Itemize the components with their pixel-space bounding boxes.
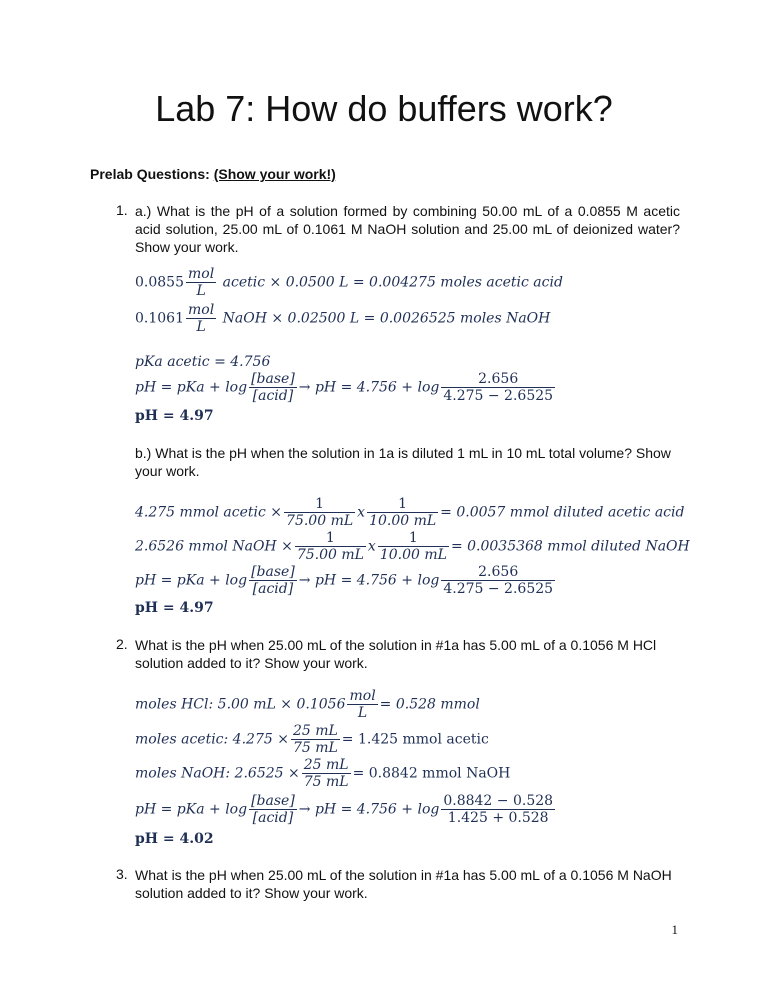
q1a-henderson-line: pH = pKa + log $\frac{\text{[base]}}{\text{[acid]}}$ → pH = 4.756 + log $\frac{2.656}{4.275 - 2.6525}$	[135, 371, 554, 404]
page-title: Lab 7: How do buffers work?	[155, 88, 613, 129]
prelab-note: (Show your work!)	[213, 166, 336, 182]
q1b-henderson-line: pH = pKa + log $\frac{\text{[base]}}{\text{[acid]}}$ → pH = 4.756 + log $\frac{2.656}{4.275 - 2.6525}$	[135, 564, 554, 597]
q1a-result: pH = 4.97	[135, 408, 214, 424]
prelab-label: Prelab Questions:	[90, 166, 210, 182]
prelab-heading	[90, 166, 336, 182]
q2-calc-line-1: moles HCl: 5.00 mL × 0.1056 $\frac{\text{mol}}{L}$ = 0.528 mmol	[135, 688, 480, 721]
q1a-calc-line-1: 0.0855 $\frac{\text{mol}}{L}$ acetic × 0.0500 L = 0.004275 moles acetic acid	[135, 266, 563, 299]
page-number: 1	[671, 922, 678, 937]
q1b-text: b.) What is the pH when the solution in 1a is diluted 1 mL in 10 mL total volume? Show your work.	[135, 445, 671, 479]
q1a-pka-line: pKa acetic = 4.756	[135, 354, 271, 370]
q3-number: 3.	[116, 866, 128, 882]
q1b-calc-line-2: 2.6526 mmol NaOH × $\frac{1}{75.00 mL}$ x $\frac{1}{10.00 mL}$ = 0.0035368 mmol diluted NaOH	[135, 530, 690, 563]
q1-number: 1.	[116, 202, 128, 218]
q1b-calc-line-1: 4.275 mmol acetic × $\frac{1}{75.00 mL}$ x $\frac{1}{10.00 mL}$ = 0.0057 mmol diluted acetic acid	[135, 496, 685, 529]
q2-henderson-line: pH = pKa + log $\frac{\text{[base]}}{\text{[acid]}}$ → pH = 4.756 + log $\frac{0.8842 - 0.528}{1.425 + 0.528}$	[135, 793, 554, 826]
q2-text: What is the pH when 25.00 mL of the solution in #1a has 5.00 mL of a 0.1056 M HCl solution added to it? Show your work.	[135, 637, 657, 671]
q2-calc-line-2: moles acetic: 4.275 × $\frac{25 mL}{75 mL}$ = 1.425 mmol acetic	[135, 723, 489, 756]
q2-calc-line-3: moles NaOH: 2.6525 × $\frac{25 mL}{75 mL}$ = 0.8842 mmol NaOH	[135, 757, 511, 790]
q1a-text: a.) What is the pH of a solution formed by combining 50.00 mL of a 0.0855 M acetic acid solution, 25.00 mL of 0.1061 M NaOH solution and 25.00 mL of deionized water? Show your work.	[135, 203, 680, 255]
q2-result: pH = 4.02	[135, 831, 214, 847]
q3-text: What is the pH when 25.00 mL of the solution in #1a has 5.00 mL of a 0.1056 M NaOH solution added to it? Show your work.	[135, 867, 672, 901]
q1a-calc-line-2: 0.1061 $\frac{\text{mol}}{L}$ NaOH × 0.02500 L = 0.0026525 moles NaOH	[135, 302, 551, 335]
q1b-result: pH = 4.97	[135, 600, 214, 616]
q2-number: 2.	[116, 636, 128, 652]
